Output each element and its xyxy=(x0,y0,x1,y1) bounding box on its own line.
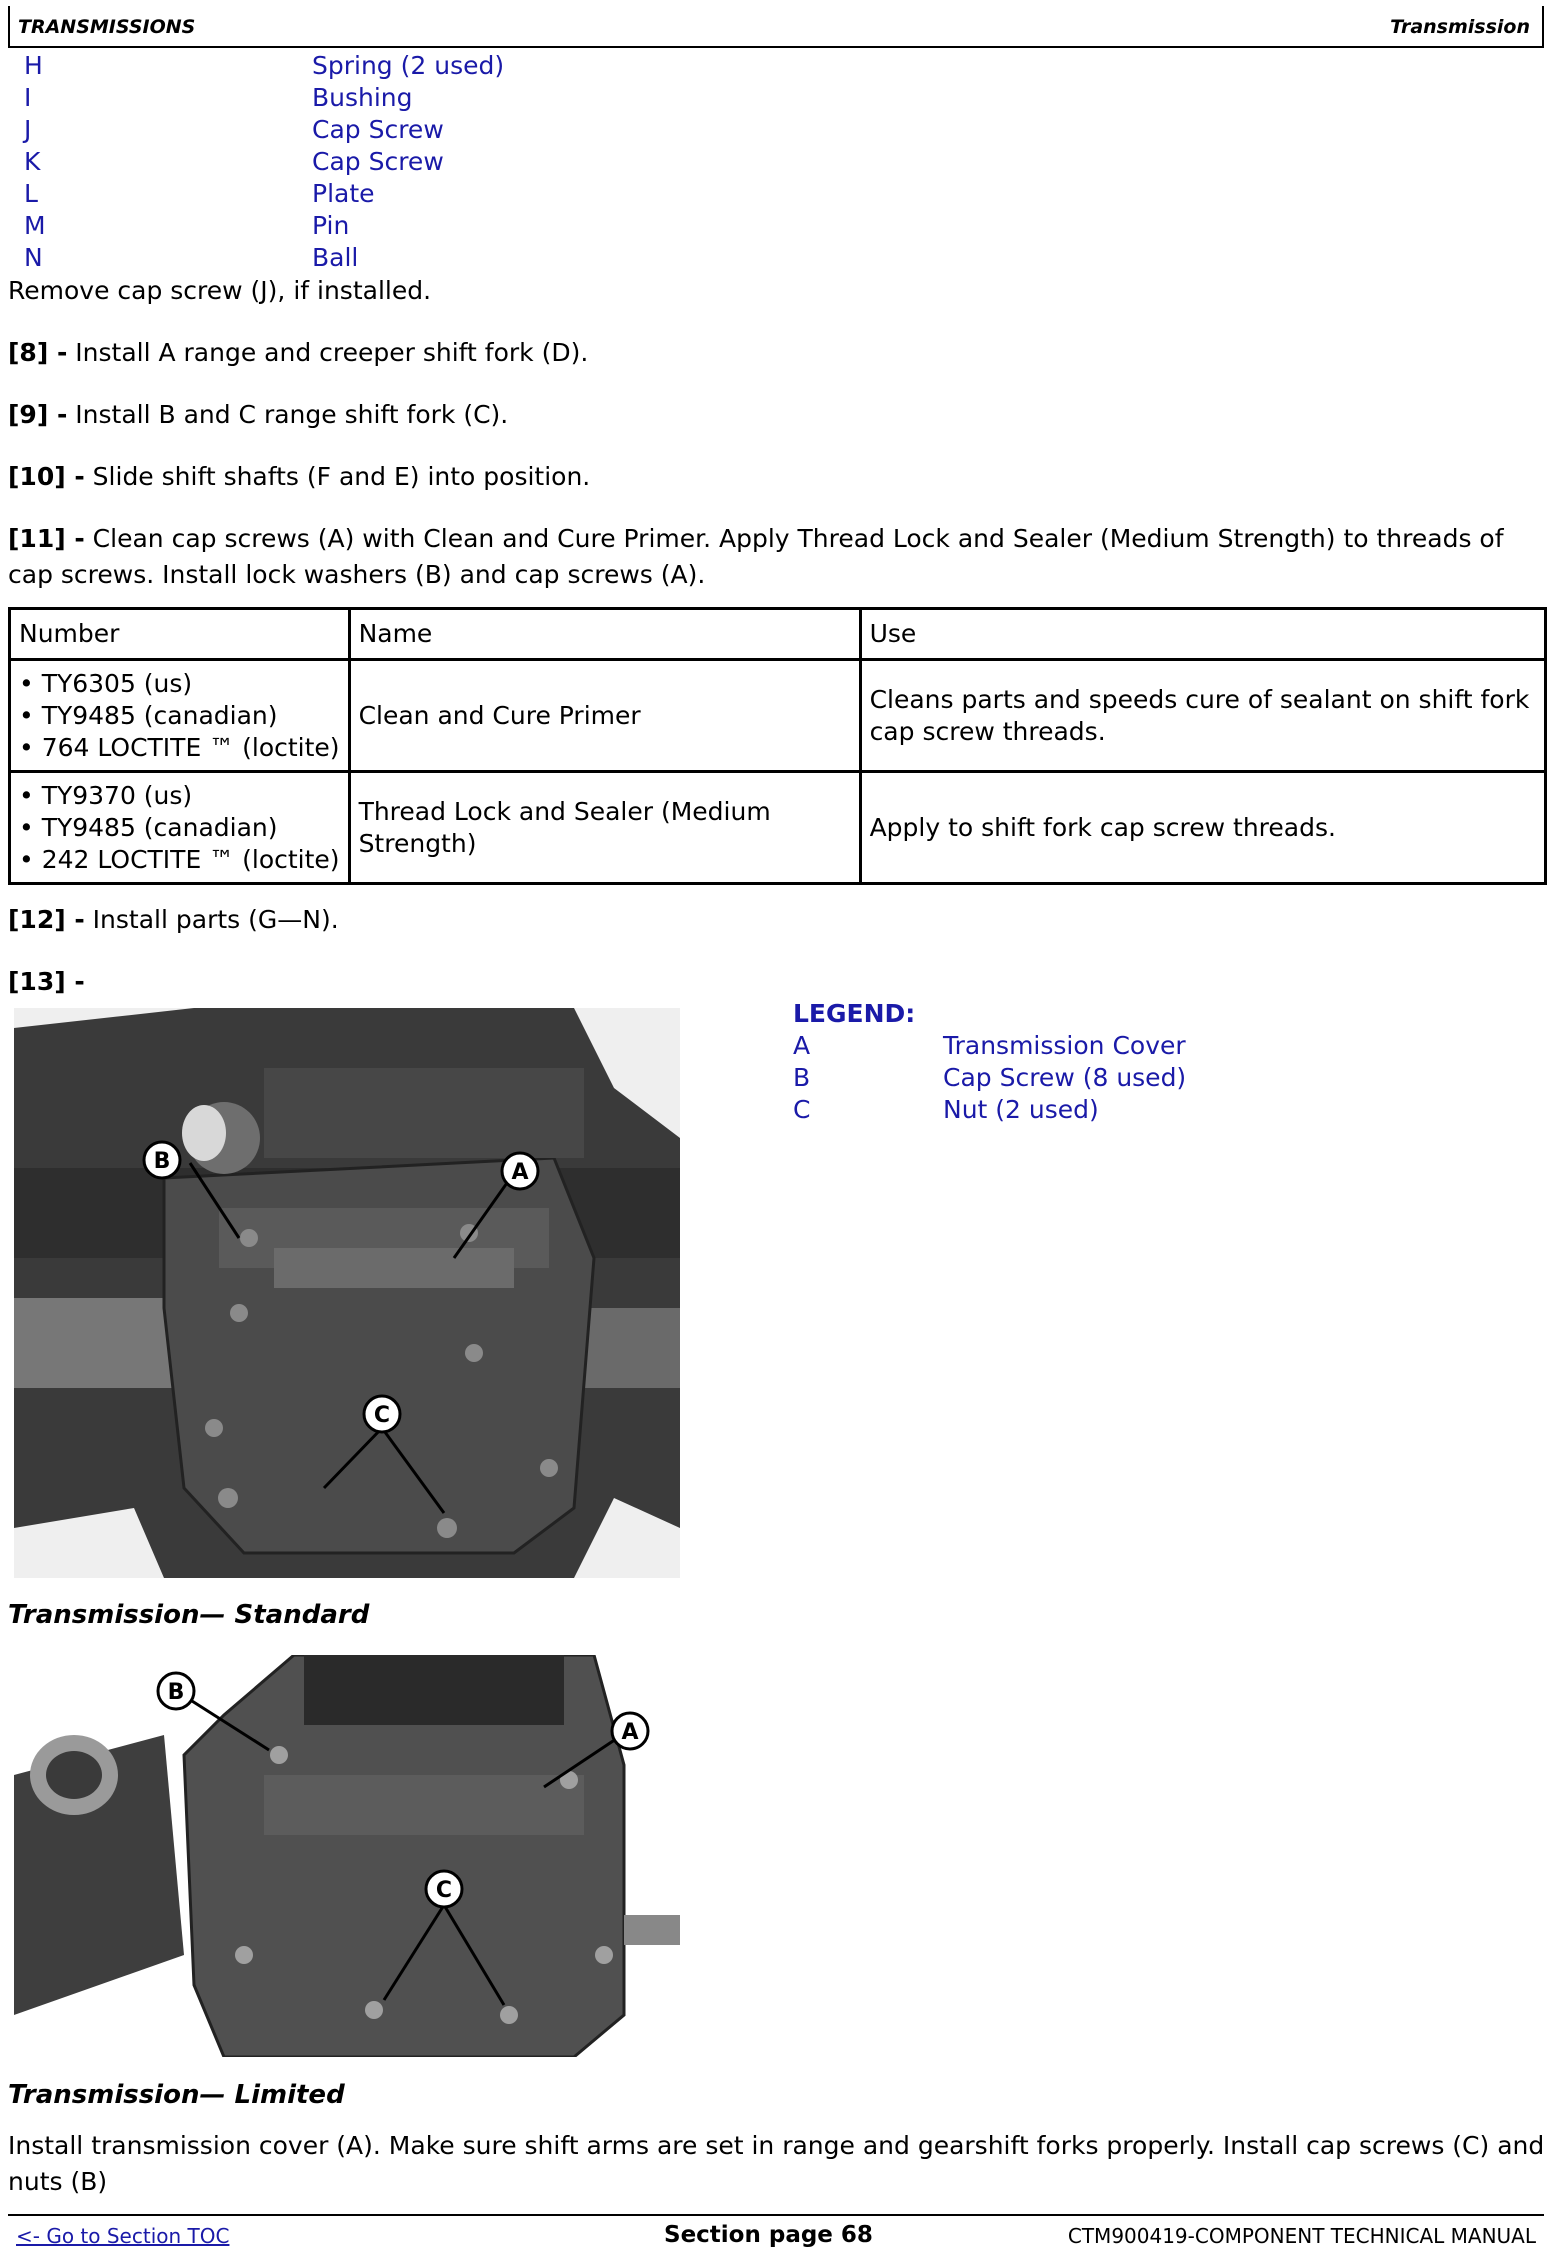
part-number: • TY6305 (us) xyxy=(19,668,193,698)
photo-callout-a: A xyxy=(511,1160,529,1185)
caption-standard: Transmission— Standard xyxy=(8,1600,370,1630)
step-13 xyxy=(8,964,1548,1000)
step-number: [13] - xyxy=(8,967,85,996)
legend-label: Pin xyxy=(312,211,350,240)
legend-key: A xyxy=(793,1031,811,1060)
legend-label: Cap Screw (8 used) xyxy=(943,1063,1187,1092)
step-10 xyxy=(8,459,1548,495)
column-header-use: Use xyxy=(860,609,1545,660)
step-9 xyxy=(8,397,1548,433)
legend-label: Plate xyxy=(312,179,375,208)
transmission-standard-photo xyxy=(14,1008,680,1578)
tool-name-cell: Clean and Cure Primer xyxy=(349,660,860,772)
part-number: • TY9485 (canadian) xyxy=(19,700,278,730)
step-number: [10] - xyxy=(8,462,85,491)
legend-row xyxy=(793,1062,1493,1094)
step-number: [12] - xyxy=(8,905,85,934)
legend-row xyxy=(24,178,724,210)
legend-label: Ball xyxy=(312,243,359,272)
tool-use-cell: Apply to shift fork cap screw threads. xyxy=(860,772,1545,884)
photo-callout-b: B xyxy=(167,1680,185,1705)
step-11 xyxy=(8,521,1548,593)
legend-row xyxy=(24,114,724,146)
table-header-row xyxy=(10,609,1546,660)
header-left-border xyxy=(8,6,10,48)
legend-key: B xyxy=(793,1063,811,1092)
header-divider xyxy=(8,46,1544,48)
part-number: • 242 LOCTITE ™ (loctite) xyxy=(19,844,340,874)
table-row xyxy=(10,660,1546,772)
legend-key: K xyxy=(24,147,41,176)
legend-label: Cap Screw xyxy=(312,115,444,144)
legend-label: Nut (2 used) xyxy=(943,1095,1099,1124)
parts-legend xyxy=(24,50,724,274)
caption-limited: Transmission— Limited xyxy=(8,2080,345,2110)
legend-key: C xyxy=(793,1095,811,1124)
page-number: Section page 68 xyxy=(664,2222,873,2248)
photo-callout-b: B xyxy=(153,1149,171,1174)
footer-divider xyxy=(8,2214,1544,2216)
legend-title: LEGEND: xyxy=(793,999,916,1028)
legend-key: N xyxy=(24,243,43,272)
part-number: • TY9485 (canadian) xyxy=(19,812,278,842)
legend-row xyxy=(24,82,724,114)
column-header-number: Number xyxy=(10,609,350,660)
step-12 xyxy=(8,902,1548,938)
remove-note: Remove cap screw (J), if installed. xyxy=(8,276,432,305)
legend-row xyxy=(24,210,724,242)
final-instruction: Install transmission cover (A). Make sure shift arms are set in range and gearshift forks properly. Install cap screws (C) and nuts (B) xyxy=(8,2131,1545,2196)
legend-row xyxy=(24,50,724,82)
legend-label: Spring (2 used) xyxy=(312,51,505,80)
legend-key: H xyxy=(24,51,43,80)
part-number: • 764 LOCTITE ™ (loctite) xyxy=(19,732,340,762)
manual-title: CTM900419-COMPONENT TECHNICAL MANUAL xyxy=(1067,2224,1536,2248)
legend-label: Transmission Cover xyxy=(943,1031,1186,1060)
chapter-header-title: Transmission xyxy=(1390,16,1530,38)
step-text: Slide shift shafts (F and E) into position. xyxy=(84,462,591,491)
step-text: Clean cap screws (A) with Clean and Cure Primer. Apply Thread Lock and Sealer (Medium Strength) to threads of cap screws. Install lock washers (B) and cap screws (A). xyxy=(8,524,1504,589)
step-text: Install A range and creeper shift fork (D). xyxy=(67,338,589,367)
legend-row xyxy=(793,1094,1493,1126)
part-numbers-cell xyxy=(10,772,350,884)
photo-callout-a: A xyxy=(621,1720,639,1745)
step-number: [9] - xyxy=(8,400,68,429)
photo-callout-c: C xyxy=(373,1403,391,1428)
step-8 xyxy=(8,335,1548,371)
legend-key: J xyxy=(24,115,32,144)
legend-key: M xyxy=(24,211,46,240)
legend-row xyxy=(24,146,724,178)
legend-row xyxy=(793,1030,1493,1062)
step-text: Install B and C range shift fork (C). xyxy=(67,400,509,429)
legend-key: I xyxy=(24,83,32,112)
column-header-name: Name xyxy=(349,609,860,660)
tool-use-cell: Cleans parts and speeds cure of sealant on shift fork cap screw threads. xyxy=(860,660,1545,772)
legend-label: Cap Screw xyxy=(312,147,444,176)
table-row xyxy=(10,772,1546,884)
step-number: [8] - xyxy=(8,338,68,367)
step-number: [11] - xyxy=(8,524,85,553)
figure-legend xyxy=(793,998,1493,1126)
legend-key: L xyxy=(24,179,38,208)
section-toc-link[interactable]: <- Go to Section TOC xyxy=(16,2224,230,2248)
photo-callout-c: C xyxy=(435,1878,453,1903)
tool-name-cell: Thread Lock and Sealer (Medium Strength) xyxy=(349,772,860,884)
legend-row xyxy=(24,242,724,274)
legend-label: Bushing xyxy=(312,83,413,112)
step-text: Install parts (G—N). xyxy=(84,905,339,934)
tools-table xyxy=(8,607,1547,885)
header-right-border xyxy=(1542,6,1544,48)
transmission-limited-photo xyxy=(14,1655,680,2057)
section-header-title: TRANSMISSIONS xyxy=(18,16,196,38)
part-number: • TY9370 (us) xyxy=(19,780,193,810)
part-numbers-cell xyxy=(10,660,350,772)
